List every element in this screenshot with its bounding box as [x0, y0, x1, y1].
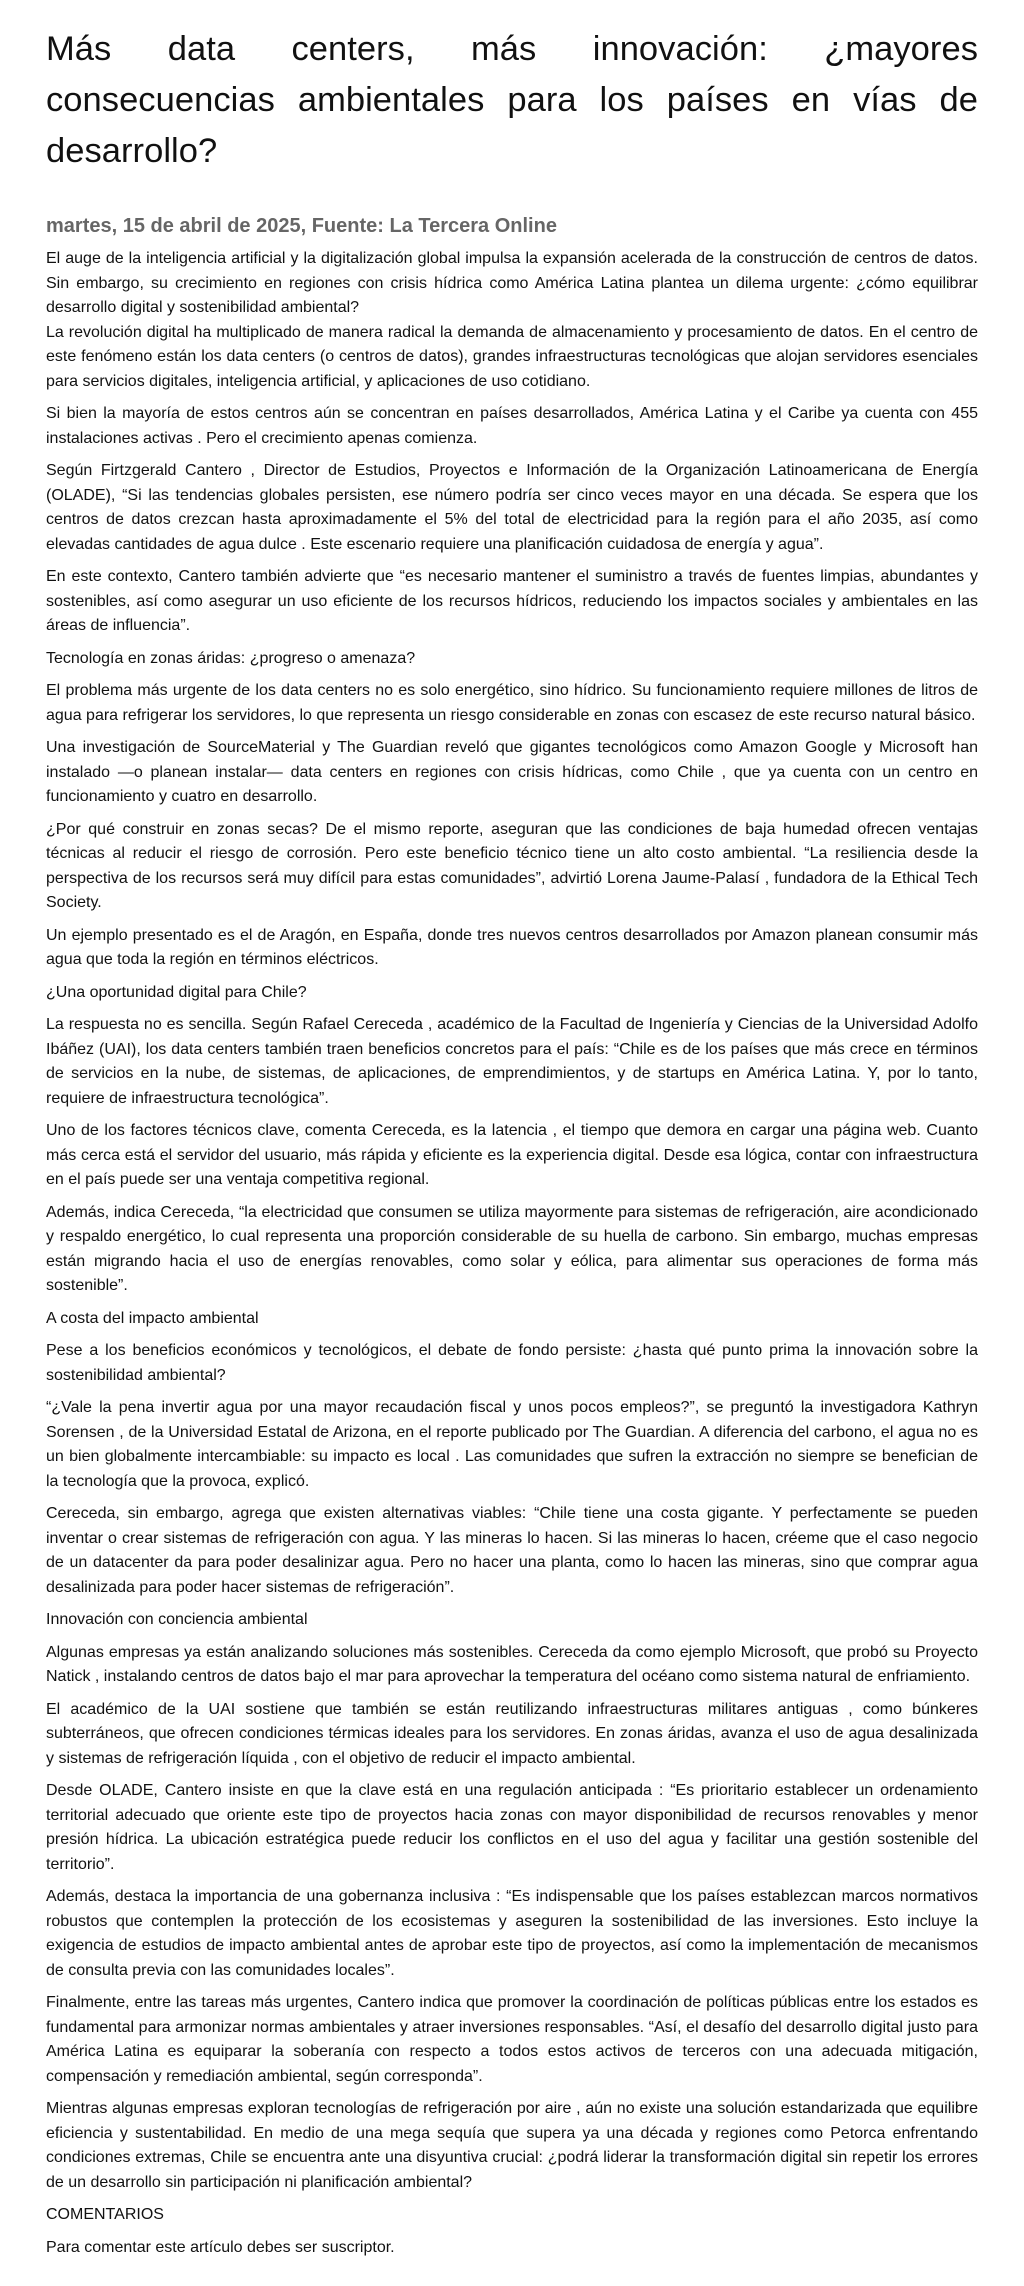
article-paragraph: En este contexto, Cantero también advierte que “es necesario mantener el suministro a través de fuentes limpias, abundantes y sostenibles, así como asegurar un uso eficiente de los recursos hídricos, reduciendo los impactos sociales y ambientales en las áreas de influencia”.: [46, 568, 978, 634]
article: [46, 0, 978, 2286]
article-paragraph: Algunas empresas ya están analizando soluciones más sostenibles. Cereceda da como ejemplo Microsoft, que probó su Proyecto Natick , instalando centros de datos bajo el mar para aprovechar la temperatura del océano como sistema natural de enfriamiento.: [46, 1643, 978, 1685]
article-paragraph: Cereceda, sin embargo, agrega que existen alternativas viables: “Chile tiene una costa gigante. Y perfectamente se pueden inventar o crear sistemas de refrigeración con agua. Y las mineras lo hacen. Si las mineras lo hacen, créeme que el caso negocio de un datacenter da para poder desalinizar agua. Pero no hacer una planta, como lo hacen las mineras, sino que comprar agua desalinizada para poder hacer sistemas de refrigeración”.: [46, 1505, 978, 1596]
article-paragraph: Una investigación de SourceMaterial y The Guardian reveló que gigantes tecnológicos como Amazon Google y Microsoft han instalado —o planean instalar— data centers en regiones con crisis hídricas, como Chile , que ya cuenta con un centro en funcionamiento y cuatro en desarrollo.: [46, 739, 978, 805]
article-paragraph: Desde OLADE, Cantero insiste en que la clave está en una regulación anticipada : “Es prioritario establecer un ordenamiento territorial adecuado que oriente este tipo de proyectos hacia zonas con mayor disponibilidad de recursos renovables y menor presión hídrica. La ubicación estratégica puede reducir los conflictos en el uso del agua y facilitar una gestión sostenible del territorio”.: [46, 1782, 978, 1873]
article-paragraph: Pese a los beneficios económicos y tecnológicos, el debate de fondo persiste: ¿hasta qué punto prima la innovación sobre la sostenibilidad ambiental?: [46, 1342, 978, 1384]
article-paragraph: Según Firtzgerald Cantero , Director de Estudios, Proyectos e Información de la Organización Latinoamericana de Energía (OLADE), “Si las tendencias globales persisten, ese número podría ser cinco veces mayor en una década. Se espera que los centros de datos crezcan hasta aproximadamente el 5% del total de electricidad para la región para el año 2035, así como elevadas cantidades de agua dulce . Este escenario requiere una planificación cuidadosa de energía y agua”.: [46, 462, 978, 553]
article-paragraph: ¿Por qué construir en zonas secas? De el mismo reporte, aseguran que las condiciones de baja humedad ofrecen ventajas técnicas al reducir el riesgo de corrosión. Pero este beneficio técnico tiene un alto costo ambiental. “La resiliencia desde la perspectiva de los recursos será muy difícil para estas comunidades”, advirtió Lorena Jaume-Palasí , fundadora de la Ethical Tech Society.: [46, 820, 978, 911]
article-paragraph: Finalmente, entre las tareas más urgentes, Cantero indica que promover la coordinación de políticas públicas entre los estados es fundamental para armonizar normas ambientales y atraer inversiones responsables. “Así, el desafío del desarrollo digital justo para América Latina es equiparar la soberanía con respecto a todos estos activos de terceros con una adecuada mitigación, compensación y remediación ambiental, según corresponda”.: [46, 1994, 978, 2085]
article-paragraph: “¿Vale la pena invertir agua por una mayor recaudación fiscal y unos pocos empleos?”, se preguntó la investigadora Kathryn Sorensen , de la Universidad Estatal de Arizona, en el reporte publicado por The Guardian. A diferencia del carbono, el agua no es un bien globalmente intercambiable: su impacto es local . Las comunidades que sufren la extracción no siempre se benefician de la tecnología que la provoca, explicó.: [46, 1399, 978, 1490]
article-date-source: martes, 15 de abril de 2025, Fuente: La Tercera Online: [46, 215, 557, 237]
article-paragraph: Mientras algunas empresas exploran tecnologías de refrigeración por aire , aún no existe una solución estandarizada que equilibre eficiencia y sustentabilidad. En medio de una mega sequía que supera ya una década y regiones como Petorca enfrentando condiciones extremas, Chile se encuentra ante una disyuntiva crucial: ¿podrá liderar la transformación digital sin repetir los errores de un desarrollo sin participación ni planificación ambiental?: [46, 2100, 978, 2191]
article-paragraph: La revolución digital ha multiplicado de manera radical la demanda de almacenamiento y procesamiento de datos. En el centro de este fenómeno están los data centers (o centros de datos), grandes infraestructuras tecnológicas que alojan servidores esenciales para servicios digitales, inteligencia artificial, y aplicaciones de uso cotidiano.: [46, 323, 978, 390]
article-paragraph: El académico de la UAI sostiene que también se están reutilizando infraestructuras militares antiguas , como búnkeres subterráneos, que ofrecen condiciones térmicas ideales para los servidores. En zonas áridas, avanza el uso de agua desalinizada y sistemas de refrigeración líquida , con el objetivo de reducir el impacto ambiental.: [46, 1700, 978, 1767]
section-heading: Innovación con conciencia ambiental: [46, 1611, 308, 1628]
article-paragraph: Uno de los factores técnicos clave, comenta Cereceda, es la latencia , el tiempo que demora en cargar una página web. Cuanto más cerca está el servidor del usuario, más rápida y eficiente es la experiencia digital. Desde esa lógica, contar con infraestructura en el país puede ser una ventaja competitiva regional.: [46, 1122, 978, 1188]
article-paragraph: Además, indica Cereceda, “la electricidad que consumen se utiliza mayormente para sistemas de refrigeración, aire acondicionado y respaldo energético, lo cual representa una proporción considerable de su huella de carbono. Sin embargo, muchas empresas están migrando hacia el uso de energías renovables, como solar y eólica, para alimentar sus operaciones de forma más sostenible”.: [46, 1203, 978, 1294]
article-paragraph: El auge de la inteligencia artificial y la digitalización global impulsa la expansión acelerada de la construcción de centros de datos. Sin embargo, su crecimiento en regiones con crisis hídrica como América Latina plantea un dilema urgente: ¿cómo equilibrar desarrollo digital y sostenibilidad ambiental?: [46, 250, 978, 316]
article-paragraph: El problema más urgente de los data centers no es solo energético, sino hídrico. Su funcionamiento requiere millones de litros de agua para refrigerar los servidores, lo que representa un riesgo considerable en zonas con escasez de este recurso natural básico.: [46, 682, 978, 724]
article-paragraph: Además, destaca la importancia de una gobernanza inclusiva : “Es indispensable que los países establezcan marcos normativos robustos que contemplen la protección de los ecosistemas y aseguren la sostenibilidad de las inversiones. Esto incluye la exigencia de estudios de impacto ambiental antes de aprobar este tipo de proyectos, así como la implementación de mecanismos de consulta previa con las comunidades locales”.: [46, 1888, 978, 1979]
article-title: Más data centers, más innovación: ¿mayores consecuencias ambientales para los países en vías de desarrollo?: [46, 30, 978, 170]
comments-heading: COMENTARIOS: [46, 2206, 164, 2223]
section-heading: ¿Una oportunidad digital para Chile?: [46, 983, 307, 1001]
section-heading: A costa del impacto ambiental: [46, 1309, 259, 1327]
article-paragraph: Un ejemplo presentado es el de Aragón, en España, donde tres nuevos centros desarrollados por Amazon planean consumir más agua que toda la región en términos eléctricos.: [46, 926, 978, 968]
article-paragraph: Si bien la mayoría de estos centros aún se concentran en países desarrollados, América Latina y el Caribe ya cuenta con 455 instalaciones activas . Pero el crecimiento apenas comienza.: [46, 405, 978, 447]
article-paragraph: La respuesta no es sencilla. Según Rafael Cereceda , académico de la Facultad de Ingeniería y Ciencias de la Universidad Adolfo Ibáñez (UAI), los data centers también traen beneficios concretos para el país: “Chile es de los países que más crece en términos de servicios en la nube, de sistemas, de aplicaciones, de emprendimientos, y de startups en América Latina. Y, por lo tanto, requiere de infraestructura tecnológica”.: [46, 1016, 978, 1107]
section-heading: Tecnología en zonas áridas: ¿progreso o amenaza?: [46, 649, 416, 667]
comments-subscriber-note: Para comentar este artículo debes ser suscriptor.: [46, 2238, 395, 2256]
